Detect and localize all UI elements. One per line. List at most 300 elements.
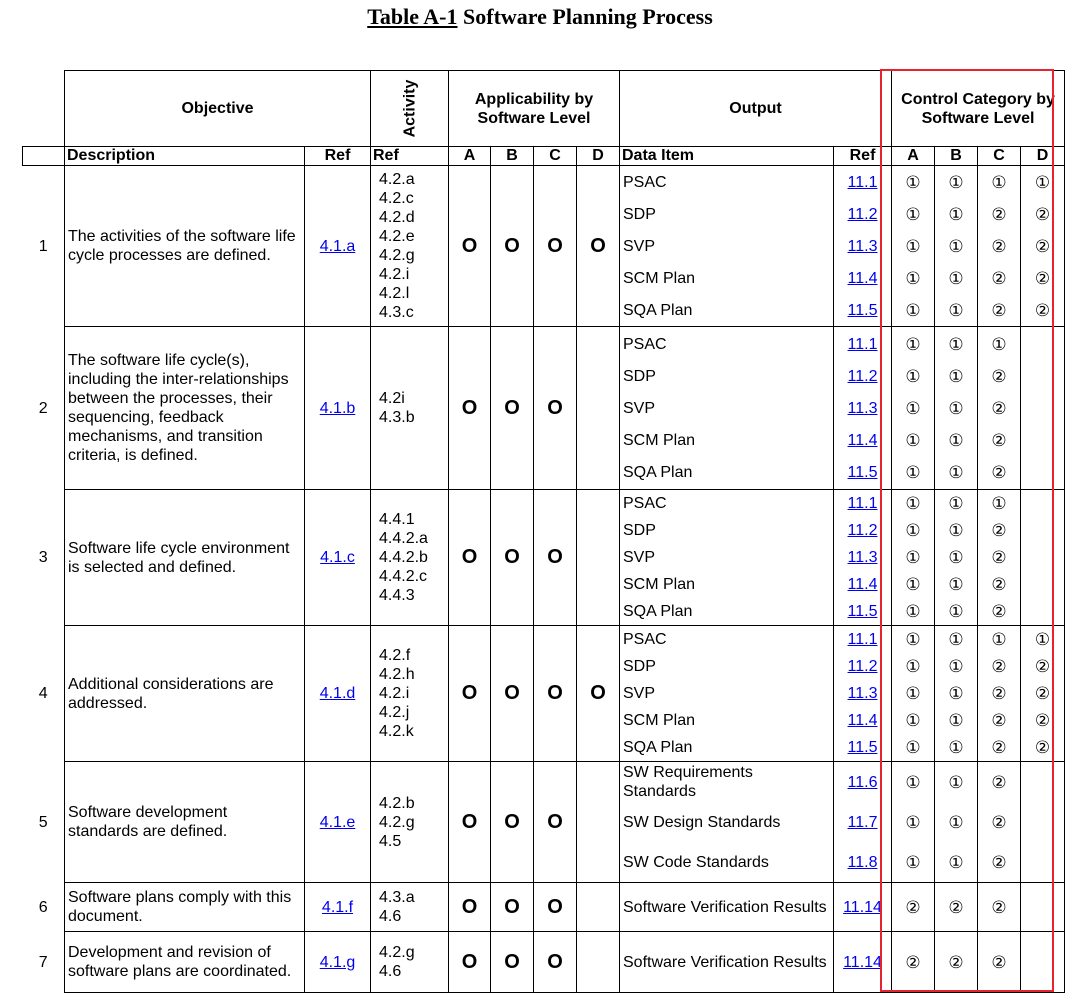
- applicability-cell: O: [534, 883, 577, 932]
- control-category-value: ①: [948, 630, 964, 649]
- activity-ref: 4.4.2.a: [379, 530, 428, 547]
- output-ref-link[interactable]: 11.1: [847, 335, 878, 353]
- output-ref-link[interactable]: 11.2: [847, 658, 878, 675]
- control-category-value: [1024, 932, 1061, 992]
- applicability-cell: O: [449, 762, 491, 883]
- control-category-value: ②: [991, 738, 1007, 757]
- data-item: PSAC: [623, 335, 667, 353]
- control-category-value: ②: [991, 268, 1007, 288]
- activity-refs: [371, 327, 449, 490]
- control-category-value: ①: [948, 575, 964, 594]
- control-category-value: ②: [991, 602, 1007, 621]
- level-c-header: C: [534, 147, 577, 166]
- control-category-value: [1024, 490, 1061, 517]
- table-row: [23, 762, 1065, 883]
- control-category-cell: [1021, 490, 1065, 626]
- output-ref-link[interactable]: 11.2: [847, 367, 878, 385]
- output-ref-link[interactable]: 11.3: [847, 237, 878, 255]
- control-category-value: ①: [948, 398, 964, 418]
- objective-header: Objective: [65, 71, 371, 147]
- activity-ref: 4.4.2.b: [379, 549, 428, 566]
- activity-ref: 4.2.g: [379, 247, 415, 264]
- data-item: SQA Plan: [623, 603, 693, 620]
- control-category-value: [1024, 598, 1061, 625]
- applicability-cell: O: [534, 762, 577, 883]
- output-ref-link[interactable]: 11.5: [847, 301, 878, 319]
- data-item: Software Verification Results: [623, 898, 827, 916]
- cc-level-b-header: B: [935, 147, 978, 166]
- activity-header: Activity: [371, 71, 449, 147]
- output-ref-link[interactable]: 11.7: [847, 813, 878, 831]
- control-category-cell: [935, 166, 978, 327]
- control-category-value: [1024, 328, 1061, 360]
- data-item: SDP: [623, 367, 656, 385]
- objective-description: Software development standards are defined.: [65, 762, 305, 883]
- control-category-value: ②: [991, 548, 1007, 567]
- control-category-value: ①: [905, 630, 921, 649]
- control-category-cell: [1021, 883, 1065, 932]
- control-category-cell: [892, 762, 935, 883]
- activity-ref: 4.2.f: [379, 647, 411, 664]
- control-category-value: ②: [991, 711, 1007, 730]
- control-category-value: ①: [1034, 630, 1051, 649]
- applicability-cell: O: [491, 883, 534, 932]
- control-category-value: ①: [905, 657, 921, 676]
- output-ref-link[interactable]: 11.2: [847, 205, 878, 223]
- control-category-cell: [978, 490, 1021, 626]
- control-category-cell: [935, 490, 978, 626]
- table-body: [23, 166, 1065, 993]
- objective-description: Development and revision of software plans are coordinated.: [65, 932, 305, 993]
- activity-ref: 4.2.d: [379, 209, 415, 226]
- control-category-value: ②: [1034, 711, 1051, 730]
- applicability-cell: O: [449, 166, 491, 327]
- control-category-value: ①: [948, 684, 964, 703]
- data-item: Software Verification Results: [623, 953, 827, 971]
- row-number: 6: [38, 898, 48, 916]
- activity-ref: 4.4.1: [379, 511, 415, 528]
- output-refs: [834, 166, 892, 327]
- control-category-value: ①: [948, 602, 964, 621]
- objective-ref-link[interactable]: 4.1.c: [320, 549, 355, 566]
- control-category-value: ①: [905, 334, 921, 354]
- activity-ref: 4.2.i: [379, 685, 410, 702]
- output-refs: [834, 883, 892, 932]
- row-number: 7: [38, 953, 48, 971]
- objective-description: The software life cycle(s), including the inter-relationships between the processes, their sequencing, feedback mechanisms, and transition criteria, is defined.: [65, 327, 305, 490]
- control-category-value: ②: [991, 521, 1007, 540]
- control-category-value: ②: [1034, 657, 1051, 676]
- control-category-value: ①: [991, 172, 1007, 192]
- control-category-value: [1024, 842, 1061, 882]
- level-b-header: B: [491, 147, 534, 166]
- output-ref-link[interactable]: 11.4: [847, 712, 878, 729]
- applicability-cell: O: [534, 626, 577, 762]
- control-category-cell: [978, 626, 1021, 762]
- table-name: Software Planning Process: [457, 4, 713, 29]
- cc-level-d-header: D: [1021, 147, 1065, 166]
- control-category-value: [1024, 456, 1061, 488]
- control-category-cell: [892, 883, 935, 932]
- control-category-value: ①: [948, 772, 964, 792]
- applicability-cell: O: [449, 626, 491, 762]
- cc-level-c-header: C: [978, 147, 1021, 166]
- control-category-value: ②: [991, 575, 1007, 594]
- output-ref-link[interactable]: 11.1: [847, 495, 878, 512]
- applicability-header: Applicability by Software Level: [449, 71, 620, 147]
- control-category-cell: [892, 327, 935, 490]
- applicability-cell: O: [491, 626, 534, 762]
- control-category-value: ①: [948, 430, 964, 450]
- output-refs: [834, 490, 892, 626]
- objective-ref-cell: [305, 762, 371, 883]
- control-category-value: ②: [905, 897, 921, 917]
- output-ref-link[interactable]: 11.3: [847, 549, 878, 566]
- control-category-value: ①: [905, 711, 921, 730]
- output-ref-link[interactable]: 11.3: [847, 399, 878, 417]
- data-item: PSAC: [623, 495, 667, 512]
- objective-ref-cell: [305, 490, 371, 626]
- applicability-cell: [577, 932, 620, 993]
- applicability-cell: O: [534, 327, 577, 490]
- applicability-cell: O: [491, 166, 534, 327]
- control-category-value: ①: [991, 630, 1007, 649]
- control-category-value: ①: [948, 521, 964, 540]
- control-category-value: ②: [991, 300, 1007, 320]
- control-category-value: ①: [905, 172, 921, 192]
- control-category-value: ②: [1034, 268, 1051, 288]
- applicability-cell: [577, 327, 620, 490]
- applicability-cell: O: [577, 626, 620, 762]
- objective-ref-link[interactable]: 4.1.b: [319, 399, 356, 417]
- control-category-cell: [892, 626, 935, 762]
- control-category-cell: [978, 762, 1021, 883]
- activity-ref: 4.2.c: [379, 190, 414, 207]
- control-category-value: ①: [905, 366, 921, 386]
- objective-ref-link[interactable]: 4.1.d: [319, 685, 356, 702]
- control-category-value: ②: [991, 430, 1007, 450]
- objective-description: Additional considerations are addressed.: [65, 626, 305, 762]
- activity-refs: [371, 932, 449, 993]
- control-category-value: ②: [948, 897, 964, 917]
- data-items: [620, 166, 834, 327]
- control-category-value: ①: [905, 236, 921, 256]
- output-refs: [834, 626, 892, 762]
- data-item: SCM Plan: [623, 431, 696, 449]
- applicability-cell: O: [491, 932, 534, 993]
- control-category-value: ②: [991, 366, 1007, 386]
- control-category-cell: [978, 166, 1021, 327]
- activity-ref: 4.6: [379, 908, 402, 925]
- control-category-value: ①: [905, 462, 921, 482]
- output-ref-link[interactable]: 11.1: [847, 631, 878, 648]
- activity-refs: [371, 166, 449, 327]
- data-item: SCM Plan: [623, 712, 696, 729]
- control-category-value: ①: [905, 602, 921, 621]
- control-category-value: ①: [991, 334, 1007, 354]
- activity-ref: 4.2.g: [379, 944, 415, 961]
- applicability-cell: O: [449, 490, 491, 626]
- control-category-value: [1024, 517, 1061, 544]
- control-category-value: ②: [1034, 300, 1051, 320]
- applicability-cell: O: [449, 327, 491, 490]
- data-item: SDP: [623, 522, 656, 539]
- control-category-value: ②: [1034, 684, 1051, 703]
- table-row: [23, 883, 1065, 932]
- data-items: [620, 932, 834, 993]
- control-category-value: ①: [991, 494, 1007, 513]
- cc-level-a-header: A: [892, 147, 935, 166]
- applicability-cell: [577, 762, 620, 883]
- objective-ref-link[interactable]: 4.1.f: [321, 898, 354, 916]
- data-item: SVP: [623, 237, 656, 255]
- control-category-cell: [1021, 626, 1065, 762]
- activity-ref: 4.4.3: [379, 587, 415, 604]
- activity-ref: 4.3.b: [379, 409, 415, 426]
- control-category-value: ①: [948, 300, 964, 320]
- control-category-value: [1024, 571, 1061, 598]
- objective-ref-link[interactable]: 4.1.g: [319, 953, 356, 971]
- control-category-value: [1024, 762, 1061, 802]
- data-item: SDP: [623, 205, 656, 223]
- page-title: [0, 4, 1080, 30]
- planning-process-table: [22, 70, 1065, 993]
- output-refs: [834, 932, 892, 993]
- data-item: SW Requirements Standards: [623, 764, 753, 800]
- row-number: 3: [38, 549, 48, 566]
- data-item: PSAC: [623, 173, 667, 191]
- control-category-value: [1024, 802, 1061, 842]
- data-item-header: Data Item: [620, 147, 834, 166]
- applicability-cell: O: [534, 166, 577, 327]
- data-items: [620, 626, 834, 762]
- row-number: 5: [38, 813, 48, 831]
- output-ref-link[interactable]: 11.4: [847, 576, 878, 593]
- activity-ref: 4.2.i: [379, 266, 410, 283]
- data-item: SW Design Standards: [623, 813, 781, 831]
- applicability-cell: O: [449, 932, 491, 993]
- objective-ref-cell: [305, 166, 371, 327]
- control-category-value: ①: [948, 494, 964, 513]
- output-refs: [834, 762, 892, 883]
- output-ref-link[interactable]: 11.5: [847, 739, 878, 756]
- control-category-value: ①: [948, 711, 964, 730]
- objective-ref-cell: [305, 932, 371, 993]
- level-a-header: A: [449, 147, 491, 166]
- objective-ref-cell: [305, 626, 371, 762]
- data-item: SW Code Standards: [623, 853, 769, 871]
- activity-ref: 4.2.e: [379, 228, 415, 245]
- control-category-value: ①: [948, 236, 964, 256]
- control-category-value: ①: [905, 812, 921, 832]
- data-item: SQA Plan: [623, 739, 693, 756]
- activity-refs: [371, 626, 449, 762]
- control-category-value: [1024, 360, 1061, 392]
- control-category-value: ①: [905, 398, 921, 418]
- control-category-value: ①: [905, 268, 921, 288]
- control-category-value: ①: [948, 268, 964, 288]
- objective-description: The activities of the software life cycle processes are defined.: [65, 166, 305, 327]
- control-category-cell: [1021, 166, 1065, 327]
- control-category-value: ②: [1034, 738, 1051, 757]
- activity-ref: 4.2.l: [379, 285, 410, 302]
- activity-ref-header: Ref: [371, 147, 449, 166]
- output-ref-link[interactable]: 11.5: [847, 603, 878, 620]
- control-category-value: ①: [905, 300, 921, 320]
- data-items: [620, 883, 834, 932]
- objective-ref-cell: [305, 327, 371, 490]
- control-category-value: ②: [1034, 236, 1051, 256]
- activity-ref: 4.3.a: [379, 889, 415, 906]
- applicability-cell: O: [491, 762, 534, 883]
- applicability-cell: O: [491, 490, 534, 626]
- output-ref-link[interactable]: 11.4: [847, 431, 878, 449]
- control-category-value: ①: [948, 657, 964, 676]
- table-row: [23, 166, 1065, 327]
- control-category-value: ①: [905, 738, 921, 757]
- data-item: SQA Plan: [623, 463, 693, 481]
- row-number: 4: [38, 685, 48, 702]
- applicability-cell: O: [491, 327, 534, 490]
- objective-ref-cell: [305, 883, 371, 932]
- control-category-cell: [935, 762, 978, 883]
- control-category-value: ②: [991, 204, 1007, 224]
- description-header: Description: [65, 147, 305, 166]
- output-refs: [834, 327, 892, 490]
- control-category-value: ①: [948, 204, 964, 224]
- output-ref-link[interactable]: 11.14: [843, 898, 882, 916]
- control-category-value: ①: [948, 366, 964, 386]
- control-category-value: ②: [905, 952, 921, 972]
- activity-refs: [371, 762, 449, 883]
- control-category-value: ②: [991, 236, 1007, 256]
- output-ref-link[interactable]: 11.6: [847, 773, 878, 791]
- control-category-value: ②: [991, 952, 1007, 972]
- control-category-value: ①: [948, 172, 964, 192]
- applicability-cell: O: [449, 883, 491, 932]
- control-category-value: ①: [905, 204, 921, 224]
- activity-ref: 4.4.2.c: [379, 568, 428, 585]
- data-item: SVP: [623, 399, 656, 417]
- table-row: [23, 490, 1065, 626]
- control-category-value: ②: [991, 657, 1007, 676]
- output-ref-link[interactable]: 11.2: [847, 522, 878, 539]
- activity-ref: 4.2.g: [379, 813, 415, 831]
- data-items: [620, 490, 834, 626]
- activity-ref: 4.2.k: [379, 723, 414, 740]
- output-ref-link[interactable]: 11.14: [843, 953, 882, 971]
- data-items: [620, 762, 834, 883]
- output-ref-link[interactable]: 11.1: [847, 173, 878, 191]
- objective-ref-link[interactable]: 4.1.a: [319, 237, 356, 255]
- control-category-cell: [935, 626, 978, 762]
- control-category-value: ①: [905, 575, 921, 594]
- row-number: 2: [38, 399, 48, 417]
- applicability-cell: [577, 490, 620, 626]
- control-category-cell: [1021, 762, 1065, 883]
- control-category-value: ①: [905, 430, 921, 450]
- control-category-value: ②: [948, 952, 964, 972]
- output-ref-header: Ref: [834, 147, 892, 166]
- control-category-value: ①: [948, 334, 964, 354]
- control-category-header: Control Category by Software Level: [892, 71, 1065, 147]
- control-category-value: ①: [905, 494, 921, 513]
- data-items: [620, 327, 834, 490]
- data-item: SCM Plan: [623, 269, 696, 287]
- control-category-cell: [935, 883, 978, 932]
- objective-description: Software life cycle environment is selected and defined.: [65, 490, 305, 626]
- data-item: SDP: [623, 658, 656, 675]
- activity-ref: 4.6: [379, 963, 402, 980]
- output-ref-link[interactable]: 11.4: [847, 269, 878, 287]
- activity-ref: 4.2i: [379, 390, 405, 407]
- objective-description: Software plans comply with this document.: [65, 883, 305, 932]
- control-category-cell: [978, 883, 1021, 932]
- control-category-value: ①: [905, 772, 921, 792]
- control-category-value: ①: [905, 548, 921, 567]
- control-category-value: ①: [905, 521, 921, 540]
- applicability-cell: O: [534, 932, 577, 993]
- control-category-value: ②: [991, 852, 1007, 872]
- activity-ref: 4.2.b: [379, 794, 415, 812]
- table-label: Table A-1: [367, 4, 458, 29]
- objective-ref-link[interactable]: 4.1.e: [319, 813, 356, 831]
- control-category-value: ①: [948, 548, 964, 567]
- control-category-value: ②: [1034, 204, 1051, 224]
- control-category-cell: [1021, 327, 1065, 490]
- control-category-value: [1024, 883, 1061, 931]
- control-category-value: [1024, 392, 1061, 424]
- control-category-value: ①: [905, 852, 921, 872]
- table-row: [23, 626, 1065, 762]
- activity-ref: 4.3.c: [379, 304, 414, 321]
- control-category-value: ②: [991, 812, 1007, 832]
- control-category-value: ②: [991, 772, 1007, 792]
- control-category-cell: [892, 490, 935, 626]
- output-ref-link[interactable]: 11.3: [847, 685, 878, 702]
- output-ref-link[interactable]: 11.5: [847, 463, 878, 481]
- activity-ref: 4.5: [379, 832, 402, 850]
- control-category-value: ①: [948, 852, 964, 872]
- control-category-value: [1024, 544, 1061, 571]
- data-item: SVP: [623, 685, 656, 702]
- control-category-value: ②: [991, 462, 1007, 482]
- control-category-value: ②: [991, 684, 1007, 703]
- output-ref-link[interactable]: 11.8: [847, 853, 878, 871]
- activity-ref: 4.2.j: [379, 704, 410, 721]
- data-item: SVP: [623, 549, 656, 566]
- control-category-value: ①: [948, 738, 964, 757]
- data-item: PSAC: [623, 631, 667, 648]
- control-category-cell: [978, 327, 1021, 490]
- table-row: [23, 932, 1065, 993]
- objective-ref-header: Ref: [305, 147, 371, 166]
- control-category-cell: [892, 166, 935, 327]
- control-category-value: ①: [948, 812, 964, 832]
- control-category-cell: [1021, 932, 1065, 993]
- control-category-value: ①: [905, 684, 921, 703]
- data-item: SQA Plan: [623, 301, 693, 319]
- output-header: Output: [620, 71, 892, 147]
- control-category-cell: [892, 932, 935, 993]
- control-category-value: [1024, 424, 1061, 456]
- control-category-value: ①: [948, 462, 964, 482]
- activity-refs: [371, 883, 449, 932]
- control-category-cell: [978, 932, 1021, 993]
- activity-ref: 4.2.h: [379, 666, 415, 683]
- applicability-cell: O: [577, 166, 620, 327]
- control-category-cell: [935, 327, 978, 490]
